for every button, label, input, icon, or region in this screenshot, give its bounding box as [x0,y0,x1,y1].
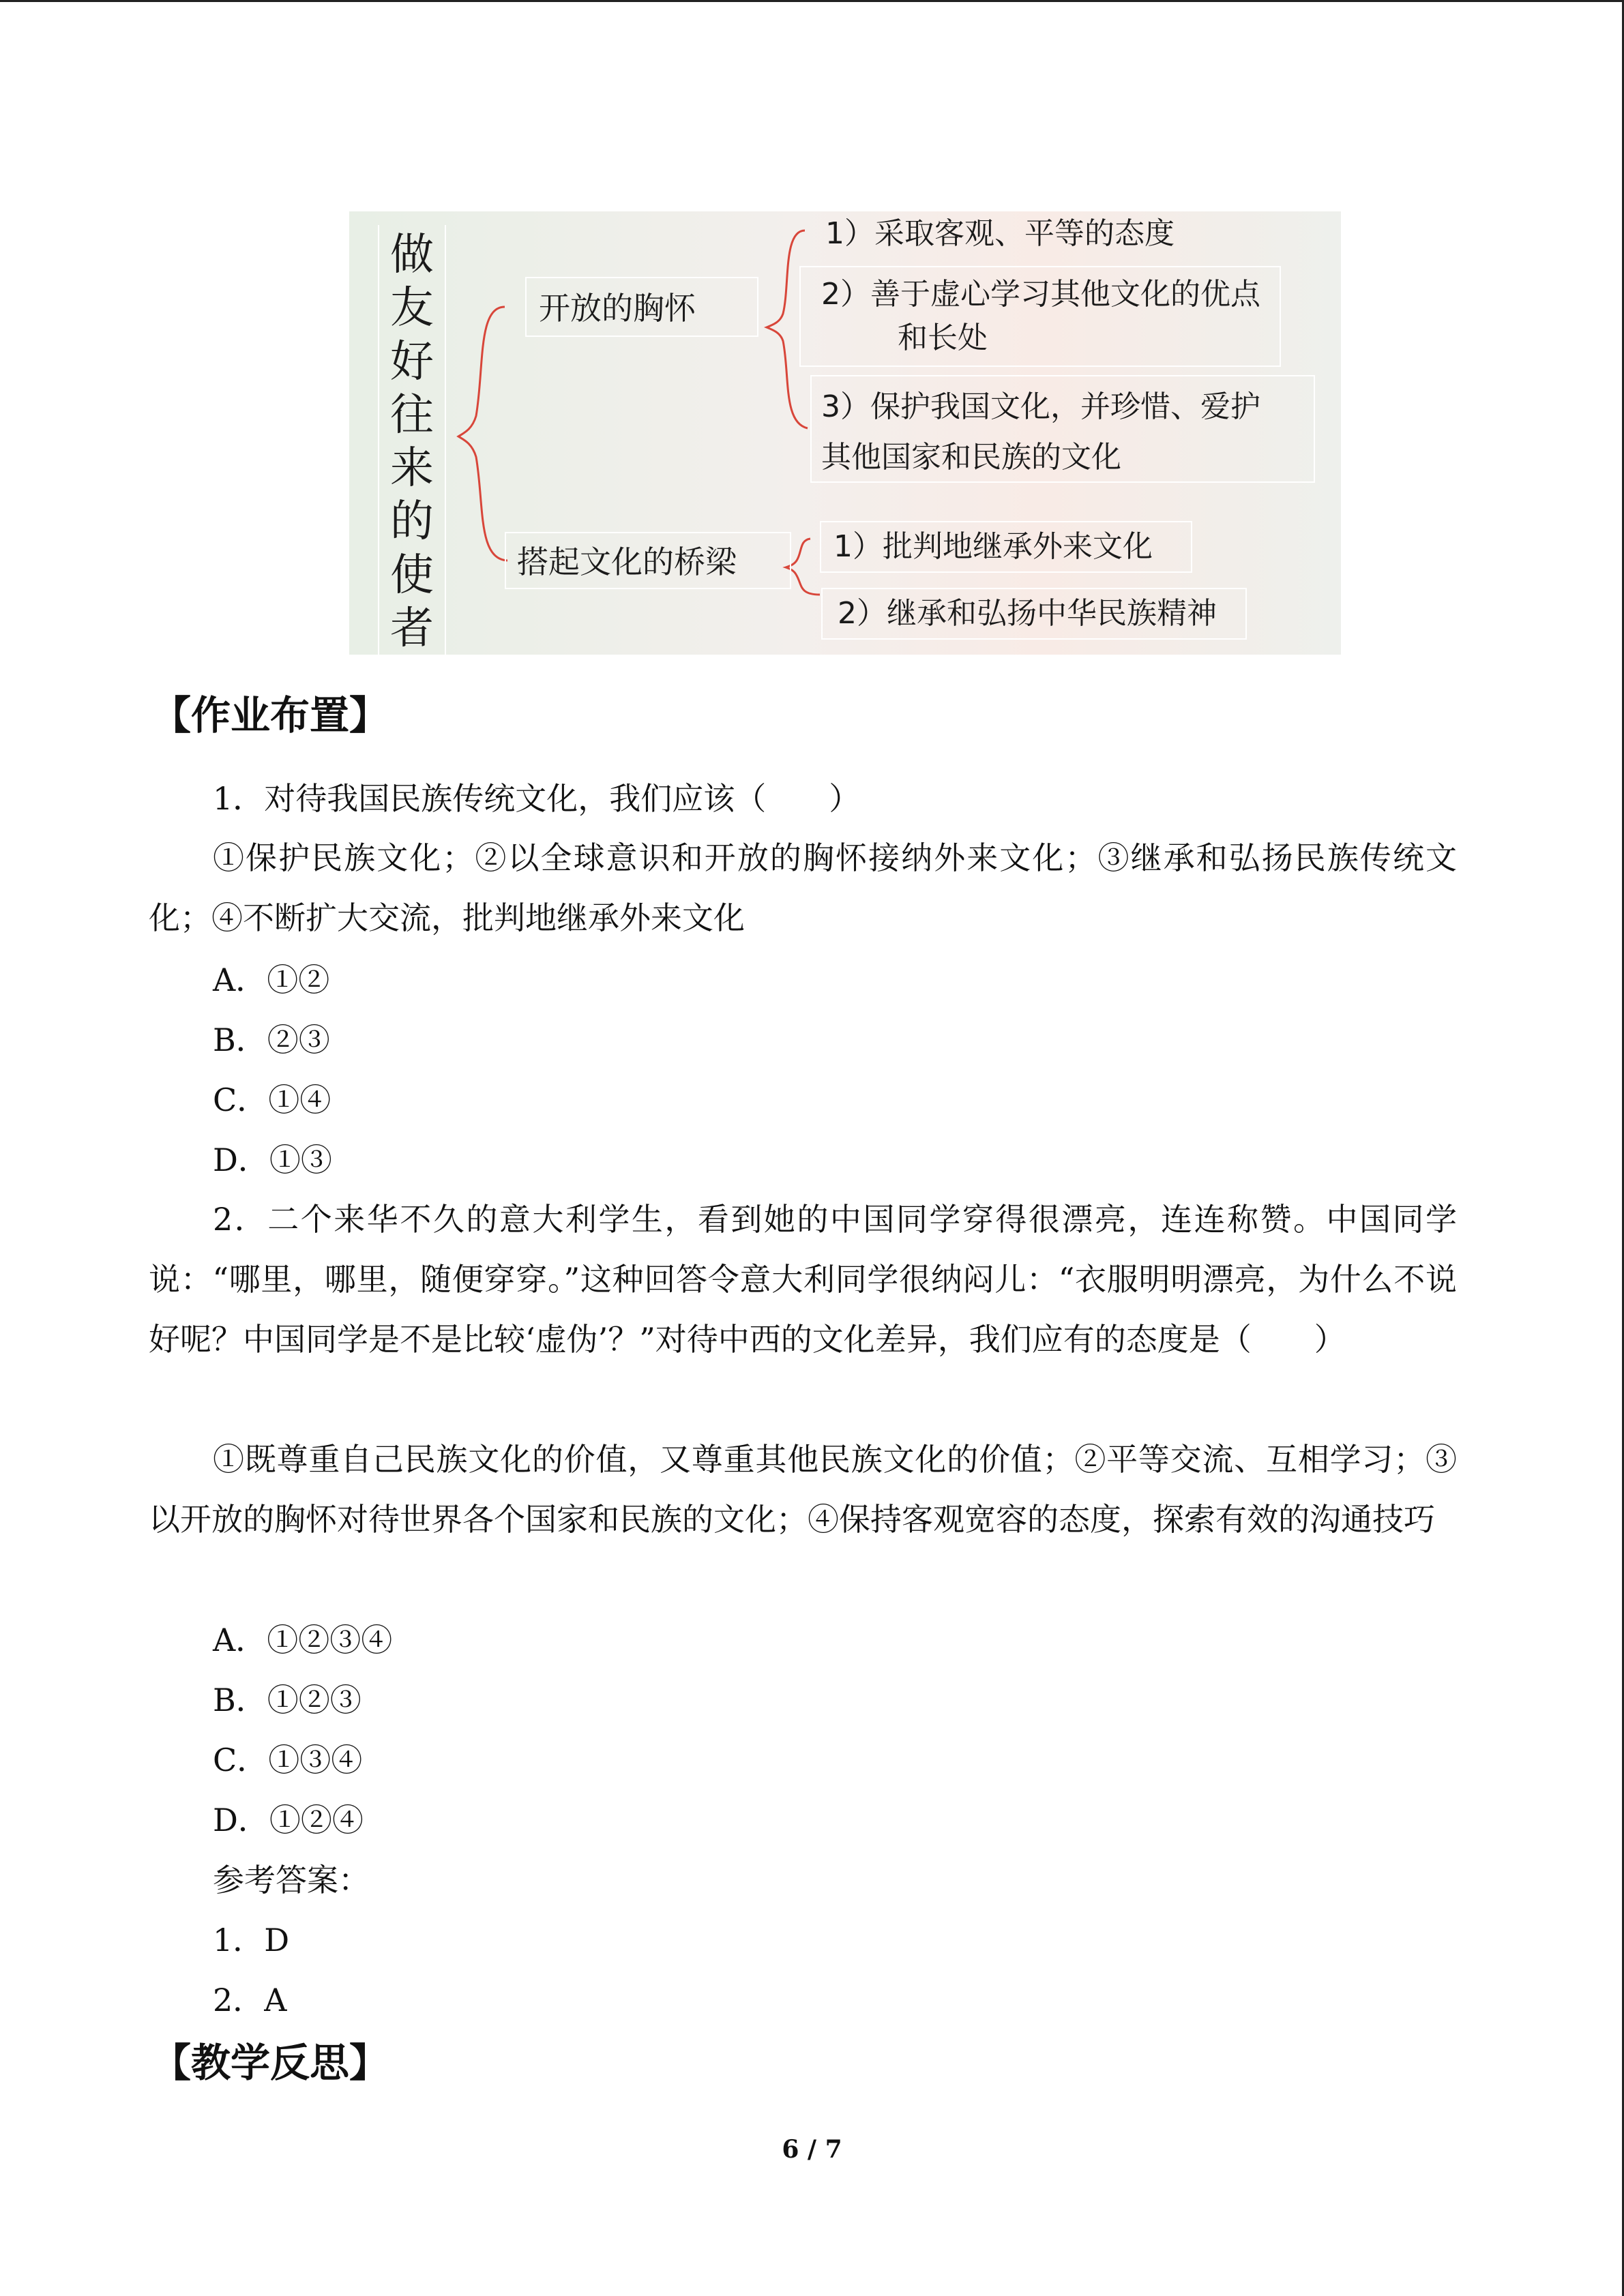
q2-option-b: B．①②③ [213,1682,361,1718]
q1-stem: 1．对待我国民族传统文化，我们应该（ ） [213,780,861,817]
title-char: 的 [390,496,434,548]
title-char: 来 [390,443,434,494]
reflection-heading: 【教学反思】 [151,2040,389,2086]
branch-2-label: 搭起文化的桥梁 [517,543,737,580]
answers-label: 参考答案： [213,1862,370,1898]
branch-2-item-2: 2）继承和弘扬中华民族精神 [821,588,1247,640]
branch-1-item-2: 2）善于虚心学习其他文化的优点 和长处 [799,266,1281,367]
q2-option-d: D．①②④ [213,1802,364,1838]
q2-option-a: A．①②③④ [213,1622,393,1658]
page-number: 6 / 7 [782,2135,842,2164]
branch-1-item-3: 3）保护我国文化，并珍惜、爱护 其他国家和民族的文化 [810,375,1315,483]
mind-map-title [378,225,446,655]
q2-statement: ①既尊重自己民族文化的价值，又尊重其他民族文化的价值；②平等交流、互相学习；③以开放的胸怀对待世界各个国家和民族的文化；④保持客观宽容的态度，探索有效的沟通技巧 [149,1441,1457,1538]
page-border-top [0,0,1624,2]
branch-1-item-1: 1）采取客观、平等的态度 [825,216,1175,251]
branch-1-label: 开放的胸怀 [539,290,696,327]
title-char: 友 [390,283,434,334]
q1-option-d: D．①③ [213,1142,332,1178]
mind-map-figure [349,211,1341,655]
q1-option-c: C．①④ [213,1082,331,1118]
title-char: 往 [390,389,434,441]
homework-heading: 【作业布置】 [151,692,389,739]
answer-1: 1．D [213,1922,290,1958]
answer-2: 2．A [213,1982,287,2018]
branch-2-item-1: 1）批判地继承外来文化 [820,521,1192,573]
branch-1-box [525,277,758,337]
q1-statement: ①保护民族文化；②以全球意识和开放的胸怀接纳外来文化；③继承和弘扬民族传统文化；④不断扩大交流，批判地继承外来文化 [149,839,1457,936]
title-char: 做 [390,230,434,280]
q1-option-b: B．②③ [213,1022,330,1058]
main-brace [458,307,507,561]
q1-option-a: A．①② [213,961,330,998]
title-char: 者 [390,603,434,654]
q2-option-c: C．①③④ [213,1742,363,1778]
title-char: 好 [390,336,434,387]
q2-stem: 2．二个来华不久的意大利学生，看到她的中国同学穿得很漂亮，连连称赞。中国同学说：“哪里，哪里，随便穿穿。”这种回答令意大利同学很纳闷儿：“衣服明明漂亮，为什么不说好呢？中国同学是不是比较‘虚伪’？”对待中西的文化差异，我们应有的态度是（ ） [149,1201,1457,1358]
branch-2-box [505,532,791,589]
title-char: 使 [390,550,434,601]
